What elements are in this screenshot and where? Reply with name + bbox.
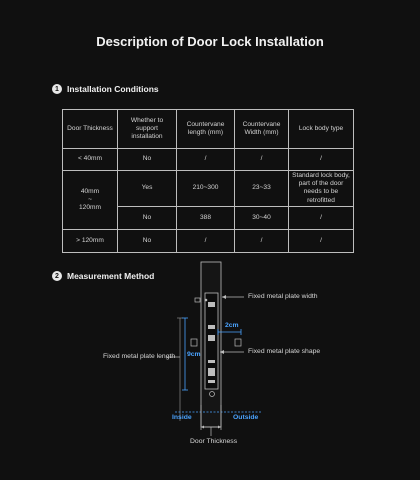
cell-support: No [118, 229, 177, 252]
outside-label: Outside [233, 414, 259, 421]
bracket [195, 298, 200, 302]
cell-type: / [289, 206, 354, 229]
cell-width: / [235, 229, 289, 252]
plate-slot [208, 360, 215, 363]
plate-slot [208, 380, 215, 383]
section-number-badge: 2 [52, 271, 62, 281]
table-row [63, 171, 354, 207]
cell-length: / [177, 229, 235, 252]
plate-slot [208, 368, 215, 376]
dim-length-value: 9cm [187, 351, 201, 358]
cell-width: 30~40 [235, 206, 289, 229]
thickness-top: 40mm [80, 187, 100, 195]
cell-thickness: < 40mm [63, 149, 118, 171]
cell-width: 23~33 [235, 171, 289, 207]
door-body [201, 262, 221, 427]
plate-length-label: Fixed metal plate length [103, 353, 176, 360]
header-countervane-width: Countervane Width (mm) [235, 110, 289, 149]
screw-icon [205, 299, 208, 302]
bracket [235, 339, 241, 346]
door-thickness-label: Door Thickness [190, 438, 238, 445]
cell-support: Yes [118, 171, 177, 207]
arrow-icon [222, 295, 226, 299]
cell-length: 210~300 [177, 171, 235, 207]
cell-type: Standard lock body, part of the door needs to be retrofitted [289, 171, 354, 207]
page-title: Description of Door Lock Installation [96, 34, 324, 49]
plate-width-label: Fixed metal plate width [248, 293, 318, 300]
header-door-thickness: Door Thickness [63, 110, 118, 149]
plate-slot [208, 325, 215, 329]
cell-support: No [118, 206, 177, 229]
cell-type: / [289, 149, 354, 171]
thickness-bottom: 120mm [79, 204, 101, 212]
cell-length: / [177, 149, 235, 171]
cell-thickness: > 120mm [63, 229, 118, 252]
cell-type: / [289, 229, 354, 252]
cell-width: / [235, 149, 289, 171]
section-installation-conditions [52, 84, 159, 94]
plate-shape-label: Fixed metal plate shape [248, 348, 321, 355]
lock-plate [205, 293, 218, 389]
table-row [63, 229, 354, 252]
header-countervane-length: Countervane length (mm) [177, 110, 235, 149]
plate-slot [208, 302, 215, 307]
inside-label: Inside [172, 414, 192, 421]
cell-support: No [118, 149, 177, 171]
dim-width-value: 2cm [225, 322, 239, 329]
header-whether-support: Whether to support installation [118, 110, 177, 149]
arrow-icon [220, 350, 224, 354]
section-measurement-method [52, 271, 154, 281]
header-lock-body-type: Lock body type [289, 110, 354, 149]
section-number-badge: 1 [52, 84, 62, 94]
section-heading: Measurement Method [67, 271, 155, 281]
table-header-row [63, 110, 354, 149]
cell-thickness [63, 171, 118, 230]
installation-conditions-table [62, 109, 354, 253]
screw-icon [210, 392, 215, 397]
bracket [191, 339, 197, 346]
plate-slot [208, 335, 215, 341]
thickness-mid: ~ [88, 195, 92, 203]
section-heading: Installation Conditions [67, 84, 159, 94]
cell-length: 388 [177, 206, 235, 229]
table-row [63, 149, 354, 171]
